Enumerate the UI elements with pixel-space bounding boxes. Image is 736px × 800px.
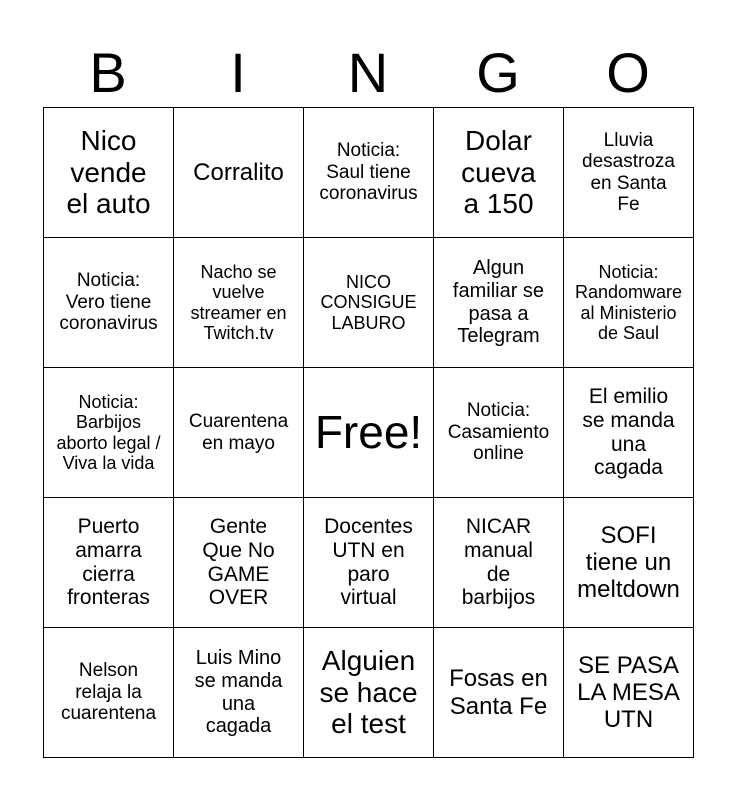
- bingo-cell: Nelson relaja la cuarentena: [44, 628, 174, 758]
- bingo-cell: NICAR manual de barbijos: [434, 498, 564, 628]
- bingo-cell: Algun familiar se pasa a Telegram: [434, 238, 564, 368]
- bingo-cell: Luis Mino se manda una cagada: [174, 628, 304, 758]
- bingo-cell: SOFI tiene un meltdown: [564, 498, 694, 628]
- bingo-cell: NICO CONSIGUE LABURO: [304, 238, 434, 368]
- bingo-cell: Dolar cueva a 150: [434, 108, 564, 238]
- bingo-cell: Noticia: Randomware al Ministerio de Saul: [564, 238, 694, 368]
- bingo-cell: Noticia: Barbijos aborto legal / Viva la vida: [44, 368, 174, 498]
- bingo-cell: Fosas en Santa Fe: [434, 628, 564, 758]
- bingo-cell: Noticia: Vero tiene coronavirus: [44, 238, 174, 368]
- bingo-board: [43, 107, 694, 758]
- bingo-cell: Cuarentena en mayo: [174, 368, 304, 498]
- bingo-cell: Noticia: Saul tiene coronavirus: [304, 108, 434, 238]
- bingo-cell: Gente Que No GAME OVER: [174, 498, 304, 628]
- bingo-cell: Nacho se vuelve streamer en Twitch.tv: [174, 238, 304, 368]
- board-row: [44, 238, 694, 368]
- board-row: [44, 498, 694, 628]
- bingo-header: [43, 40, 693, 106]
- board-row: [44, 628, 694, 758]
- bingo-cell: Lluvia desastroza en Santa Fe: [564, 108, 694, 238]
- bingo-cell: El emilio se manda una cagada: [564, 368, 694, 498]
- bingo-cell: Corralito: [174, 108, 304, 238]
- board-row: [44, 108, 694, 238]
- bingo-cell: Nico vende el auto: [44, 108, 174, 238]
- bingo-cell: SE PASA LA MESA UTN: [564, 628, 694, 758]
- header-letter-g: G: [476, 41, 520, 104]
- bingo-cell: Puerto amarra cierra fronteras: [44, 498, 174, 628]
- header-letter-b: B: [89, 41, 127, 104]
- header-letter-n: N: [347, 41, 389, 104]
- header-letter-i: I: [230, 41, 246, 104]
- header-letter-o: O: [606, 41, 650, 104]
- bingo-cell: Noticia: Casamiento online: [434, 368, 564, 498]
- bingo-cell: Alguien se hace el test: [304, 628, 434, 758]
- bingo-cell: Docentes UTN en paro virtual: [304, 498, 434, 628]
- board-row: [44, 368, 694, 498]
- free-cell: Free!: [304, 368, 434, 498]
